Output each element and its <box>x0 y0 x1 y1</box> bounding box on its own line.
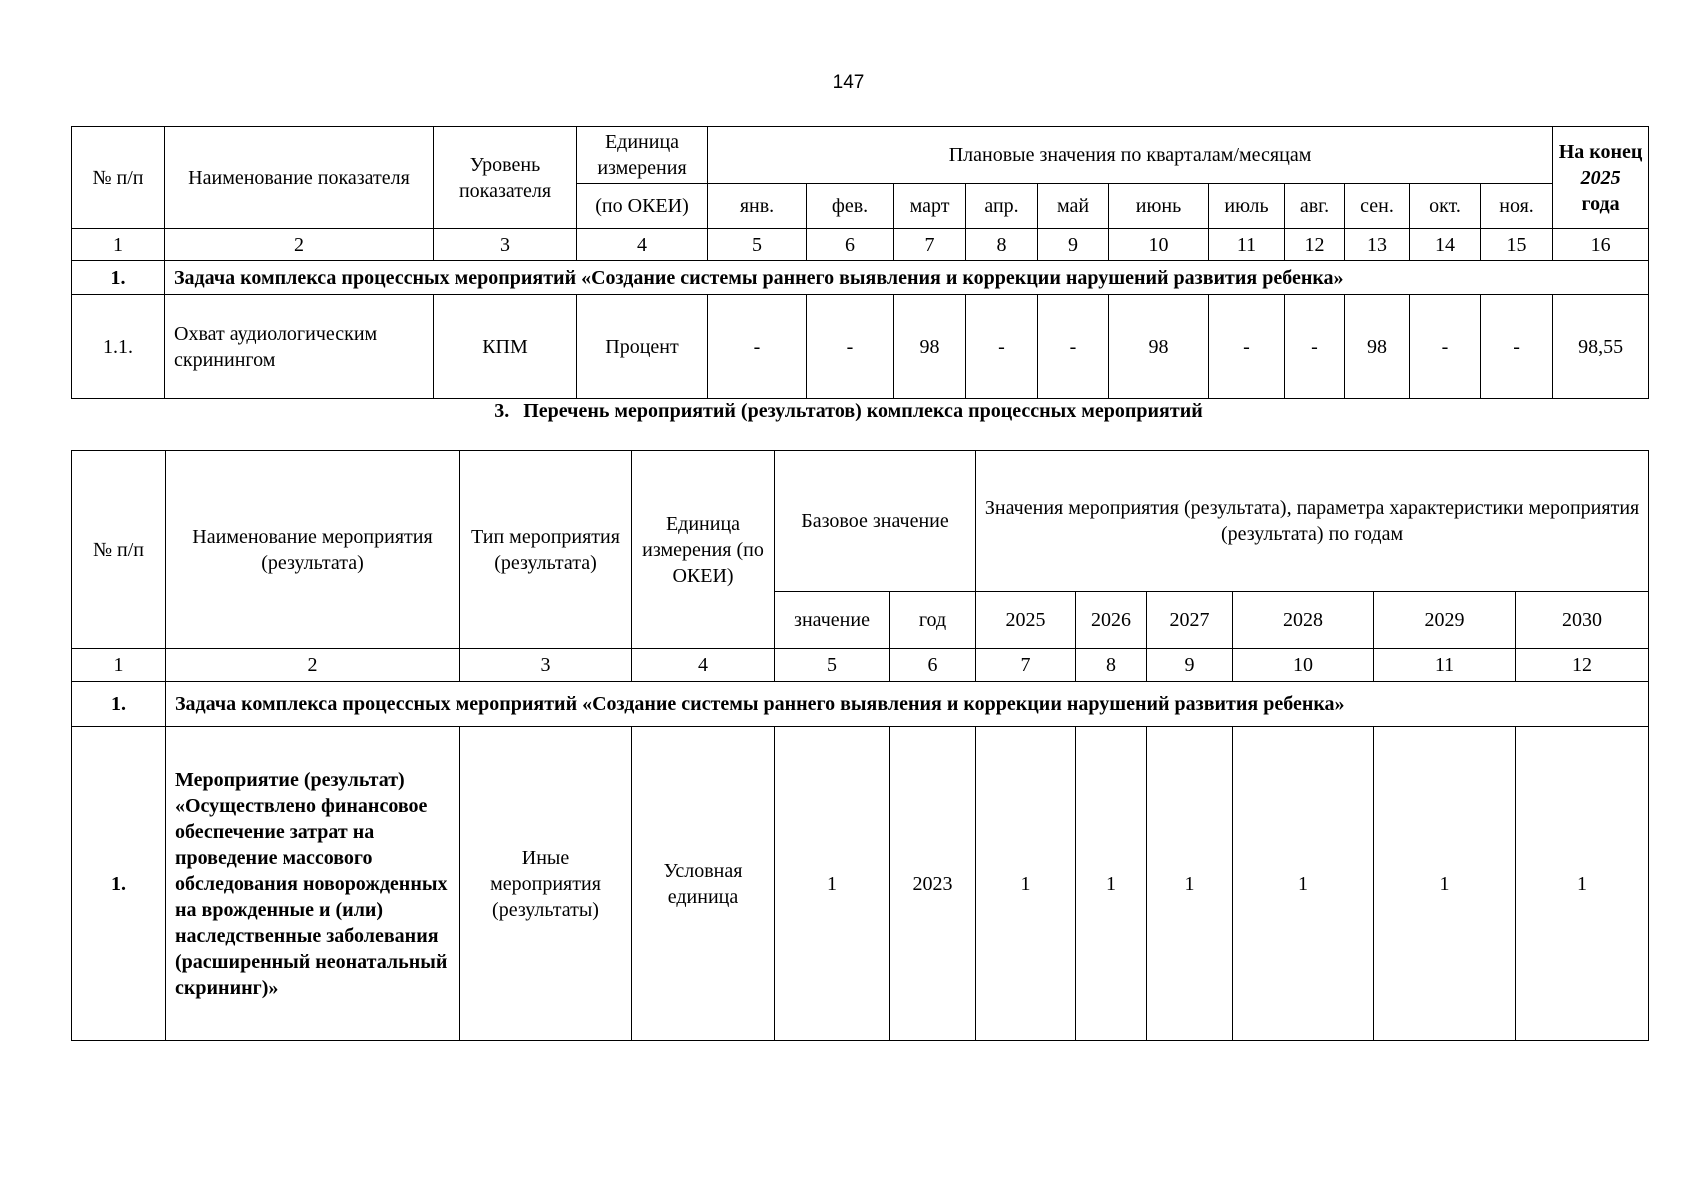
month-value: - <box>1209 295 1285 399</box>
col-number: 16 <box>1553 229 1649 261</box>
end-of-year-value: 98,55 <box>1553 295 1649 399</box>
base-year: 2023 <box>890 727 976 1041</box>
year-header: 2027 <box>1147 592 1233 649</box>
indicator-unit: Процент <box>577 295 708 399</box>
month-header: июль <box>1209 184 1285 229</box>
month-value: - <box>1038 295 1109 399</box>
col-number: 8 <box>1076 649 1147 682</box>
col-number: 7 <box>976 649 1076 682</box>
col-number: 4 <box>577 229 708 261</box>
col-number: 6 <box>807 229 894 261</box>
month-header: июнь <box>1109 184 1209 229</box>
indicators-table <box>71 126 1649 399</box>
task-number: 1. <box>72 261 165 295</box>
col-number: 1 <box>72 649 166 682</box>
col-header-values-by-year: Значения мероприятия (результата), параметра характеристики мероприятия (результата) по годам <box>976 451 1649 592</box>
month-value: - <box>807 295 894 399</box>
month-value: - <box>1410 295 1481 399</box>
year-header: 2025 <box>976 592 1076 649</box>
task-title: Задача комплекса процессных мероприятий «Создание системы раннего выявления и коррекции нарушений развития ребенка» <box>166 682 1649 727</box>
month-header: апр. <box>966 184 1038 229</box>
col-header-base-value-year: год <box>890 592 976 649</box>
col-number: 15 <box>1481 229 1553 261</box>
task-title: Задача комплекса процессных мероприятий «Создание системы раннего выявления и коррекции нарушений развития ребенка» <box>165 261 1649 295</box>
table-row <box>72 295 1649 399</box>
month-header: март <box>894 184 966 229</box>
col-number: 10 <box>1233 649 1374 682</box>
year-value: 1 <box>1233 727 1374 1041</box>
month-value: - <box>708 295 807 399</box>
row-number: 1. <box>72 727 166 1041</box>
year-value: 1 <box>1516 727 1649 1041</box>
col-header-activity-name: Наименование мероприятия (результата) <box>166 451 460 649</box>
activity-type: Иные мероприятия (результаты) <box>460 727 632 1041</box>
col-number: 7 <box>894 229 966 261</box>
month-value: - <box>966 295 1038 399</box>
col-number: 2 <box>165 229 434 261</box>
col-number: 5 <box>775 649 890 682</box>
col-header-plan-values: Плановые значения по кварталам/месяцам <box>708 127 1553 184</box>
indicator-level: КПМ <box>434 295 577 399</box>
col-header-unit: Единица измерения (по ОКЕИ) <box>632 451 775 649</box>
col-number: 9 <box>1038 229 1109 261</box>
col-number: 12 <box>1516 649 1649 682</box>
month-header: ноя. <box>1481 184 1553 229</box>
col-number: 11 <box>1374 649 1516 682</box>
col-number: 4 <box>632 649 775 682</box>
month-value: - <box>1285 295 1345 399</box>
end-of-year-line3: года <box>1581 192 1620 215</box>
col-number: 11 <box>1209 229 1285 261</box>
col-number: 6 <box>890 649 976 682</box>
page-number: 147 <box>832 72 865 93</box>
col-number: 8 <box>966 229 1038 261</box>
table1-task-row <box>72 261 1649 295</box>
month-header: авг. <box>1285 184 1345 229</box>
col-header-base-value: Базовое значение <box>775 451 976 592</box>
table2-header-row <box>72 451 1649 592</box>
month-header: янв. <box>708 184 807 229</box>
col-number: 5 <box>708 229 807 261</box>
col-number: 3 <box>434 229 577 261</box>
table2-task-row <box>72 682 1649 727</box>
year-value: 1 <box>1147 727 1233 1041</box>
activities-table <box>71 450 1649 1041</box>
col-number: 14 <box>1410 229 1481 261</box>
month-value: - <box>1481 295 1553 399</box>
month-value: 98 <box>1345 295 1410 399</box>
table-row <box>72 727 1649 1041</box>
col-number: 3 <box>460 649 632 682</box>
section-title <box>0 400 1697 423</box>
year-header: 2029 <box>1374 592 1516 649</box>
month-header: окт. <box>1410 184 1481 229</box>
table2-col-number-row <box>72 649 1649 682</box>
col-number: 12 <box>1285 229 1345 261</box>
col-header-num: № п/п <box>72 451 166 649</box>
table1-header-row <box>72 127 1649 184</box>
col-header-activity-type: Тип мероприятия (результата) <box>460 451 632 649</box>
activity-unit: Условная единица <box>632 727 775 1041</box>
year-value: 1 <box>976 727 1076 1041</box>
end-of-year-year: 2025 <box>1580 166 1621 189</box>
task-number: 1. <box>72 682 166 727</box>
col-number: 1 <box>72 229 165 261</box>
year-header: 2028 <box>1233 592 1374 649</box>
month-value: 98 <box>1109 295 1209 399</box>
col-header-num: № п/п <box>72 127 165 229</box>
col-number: 10 <box>1109 229 1209 261</box>
col-header-base-value-value: значение <box>775 592 890 649</box>
year-value: 1 <box>1076 727 1147 1041</box>
year-value: 1 <box>1374 727 1516 1041</box>
row-number: 1.1. <box>72 295 165 399</box>
col-number: 9 <box>1147 649 1233 682</box>
month-value: 98 <box>894 295 966 399</box>
month-header: май <box>1038 184 1109 229</box>
col-number: 2 <box>166 649 460 682</box>
month-header: фев. <box>807 184 894 229</box>
col-header-unit-okei: (по ОКЕИ) <box>577 184 708 229</box>
col-header-indicator-level: Уровень показателя <box>434 127 577 229</box>
activity-name: Мероприятие (результат) «Осуществлено финансовое обеспечение затрат на проведение массового обследования новорожденных на врожденные и (или) наследственные заболевания (расширенный неонатальный скрининг)» <box>166 727 460 1041</box>
section-number: 3. <box>494 400 510 422</box>
section-title-text: Перечень мероприятий (результатов) комплекса процессных мероприятий <box>523 400 1203 422</box>
indicator-name: Охват аудиологическим скринингом <box>165 295 434 399</box>
year-header: 2026 <box>1076 592 1147 649</box>
col-header-end-of-year <box>1553 127 1649 229</box>
col-number: 13 <box>1345 229 1410 261</box>
col-header-unit: Единица измерения <box>577 127 708 184</box>
end-of-year-line1: На конец <box>1558 140 1643 163</box>
table1-col-number-row <box>72 229 1649 261</box>
col-header-indicator-name: Наименование показателя <box>165 127 434 229</box>
month-header: сен. <box>1345 184 1410 229</box>
base-value: 1 <box>775 727 890 1041</box>
year-header: 2030 <box>1516 592 1649 649</box>
